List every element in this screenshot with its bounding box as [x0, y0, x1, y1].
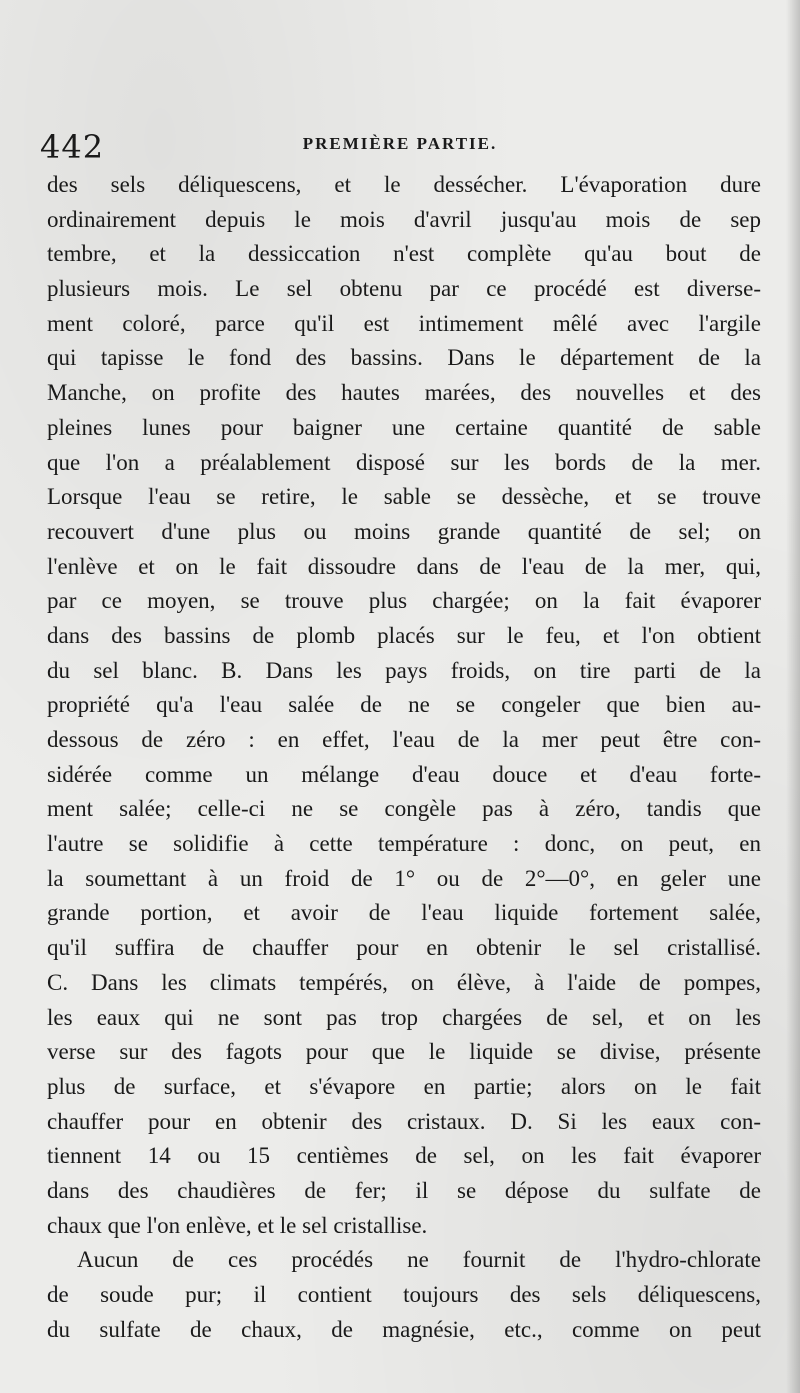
text-line: dans des bassins de plomb placés sur le feu, et l'on obtient [47, 622, 761, 648]
text-line: du sel blanc. B. Dans les pays froids, on tire parti de la [47, 657, 761, 683]
text-line: Aucun de ces procédés ne fournit de l'hydro-chlorate [77, 1247, 761, 1273]
text-line: plus de surface, et s'évapore en partie; alors on le fait [47, 1073, 761, 1099]
text-line: propriété qu'a l'eau salée de ne se congeler que bien au- [47, 692, 761, 718]
page-edge-shadow [786, 0, 800, 1393]
text-line: par ce moyen, se trouve plus chargée; on la fait évaporer [47, 588, 761, 614]
text-line: qu'il suffira de chauffer pour en obtenir le sel cristallisé. [47, 935, 761, 961]
text-line: de soude pur; il contient toujours des sels déliquescens, [47, 1282, 761, 1307]
text-line: qui tapisse le fond des bassins. Dans le département de la [47, 345, 761, 371]
text-line: dessous de zéro : en effet, l'eau de la mer peut être con- [47, 727, 761, 752]
text-line: ment coloré, parce qu'il est intimement mêlé avec l'argile [47, 310, 761, 336]
body-text [47, 168, 761, 1347]
text-line: ment salée; celle-ci ne se congèle pas à zéro, tandis que [47, 796, 761, 822]
text-line: Manche, on profite des hautes marées, des nouvelles et des [47, 380, 761, 406]
page-header [40, 128, 760, 168]
text-line: que l'on a préalablement disposé sur les bords de la mer. [47, 449, 761, 475]
text-line: du sulfate de chaux, de magnésie, etc., comme on peut [47, 1316, 761, 1342]
text-line: plusieurs mois. Le sel obtenu par ce procédé est diverse- [47, 276, 761, 302]
text-line: dans des chaudières de fer; il se dépose du sulfate de [47, 1177, 761, 1203]
text-line: ordinairement depuis le mois d'avril jusqu'au mois de sep [47, 206, 761, 232]
text-line: chaux que l'on enlève, et le sel cristallise. [47, 1212, 428, 1238]
text-line: verse sur des fagots pour que le liquide se divise, présente [47, 1039, 761, 1065]
text-line: l'autre se solidifie à cette température : donc, on peut, en [47, 831, 761, 857]
text-line: des sels déliquescens, et le dessécher. L'évaporation dure [47, 172, 761, 197]
running-head: PREMIÈRE PARTIE. [302, 134, 498, 153]
text-line: chauffer pour en obtenir des cristaux. D. Si les eaux con- [47, 1108, 761, 1134]
text-line: Lorsque l'eau se retire, le sable se dessèche, et se trouve [47, 484, 761, 510]
text-line: pleines lunes pour baigner une certaine quantité de sable [47, 414, 761, 440]
text-line: grande portion, et avoir de l'eau liquide fortement salée, [47, 900, 761, 926]
text-line: les eaux qui ne sont pas trop chargées de sel, et on les [47, 1004, 761, 1030]
text-line: tiennent 14 ou 15 centièmes de sel, on les fait évaporer [47, 1143, 761, 1169]
text-line: l'enlève et on le fait dissoudre dans de l'eau de la mer, qui, [47, 553, 761, 579]
text-line: recouvert d'une plus ou moins grande quantité de sel; on [47, 518, 761, 544]
page-number: 442 [40, 128, 105, 166]
text-line: sidérée comme un mélange d'eau douce et d'eau forte- [47, 761, 761, 787]
text-line: tembre, et la dessiccation n'est complète qu'au bout de [47, 241, 761, 267]
text-line: la soumettant à un froid de 1° ou de 2°—0°, en geler une [47, 865, 761, 891]
text-line: C. Dans les climats tempérés, on élève, à l'aide de pompes, [47, 969, 761, 995]
